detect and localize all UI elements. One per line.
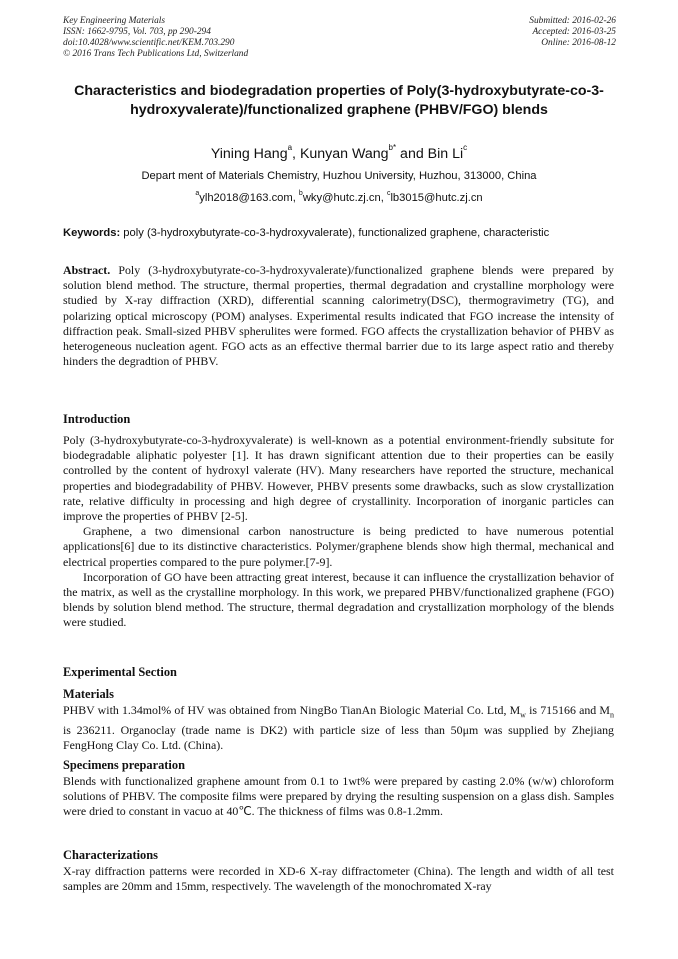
intro-paragraph: Incorporation of GO have been attracting great interest, because it can influence the crystallization behavior of the matrix, as well as the crystalline morphology. In this work, we prepared PHBV/functionalized graphene (FGO) blends by solution blend method. The structure, thermal degradation and crystallization morphology of the blends were studied. [63, 569, 614, 630]
intro-paragraph: Graphene, a two dimensional carbon nanostructure is being predicted to have numerous potential applications[6] due to its distinctive characteristics. Polymer/graphene blends show high thermal, mechanical and electrical properties compared to the pure polymer.[7-9]. [63, 524, 614, 569]
mn-subscript: n [610, 710, 614, 720]
materials-text: is 715166 and M [525, 703, 610, 717]
paper-title: Characteristics and biodegradation properties of Poly(3-hydroxybutyrate-co-3-hydroxyvalerate)/functionalized graphene (PHBV/FGO) blends [74, 83, 604, 118]
materials-heading: Materials [63, 687, 114, 701]
online-date: Online: 2016-08-12 [541, 38, 616, 48]
keywords-label: Keywords: [63, 227, 121, 239]
author-sup: b* [388, 143, 397, 152]
introduction-body [63, 433, 614, 631]
characterizations-body: X-ray diffraction patterns were recorded in XD-6 X-ray diffractometer (China). The length and width of all test samples are 20mm and 15mm, respectively. The wavelength of the monochromated X-ray [63, 864, 614, 894]
journal-name: Key Engineering Materials [63, 16, 166, 26]
abstract-label: Abstract. [63, 263, 111, 277]
email-sup: b [298, 190, 303, 197]
author-name: Kunyan Wang [299, 146, 389, 162]
email-sup: a [195, 190, 200, 197]
materials-text: PHBV with 1.34mol% of HV was obtained from NingBo TianAn Biologic Material Co. Ltd, M [63, 703, 521, 717]
author-sep: and [396, 146, 428, 162]
email-list [40, 191, 638, 206]
materials-paragraph [63, 703, 614, 753]
intro-paragraph: Poly (3-hydroxybutyrate-co-3-hydroxyvalerate) is well-known as a potential environment-friendly subsitute for biodegradable aliphatic polyester [1]. It has drawn significant attention due to their properties can be easily controlled by the content of hydroxyl valerate (HV). Many researchers have reported the structure, mechanical properties and biodegradability of PHBV. However, PHBV presents some drawbacks, such as slow crystallization rate, relative difficulty in processing and high degree of crystallinity. Incorporation of inorganic particles can improve the properties of PHBV [2-5]. [63, 433, 614, 524]
author-sup: c [463, 143, 468, 152]
author-list [40, 144, 638, 164]
experimental-heading: Experimental Section [63, 665, 177, 679]
specimens-heading: Specimens preparation [63, 758, 185, 772]
characterizations-heading: Characterizations [63, 848, 158, 862]
introduction-heading: Introduction [63, 412, 131, 426]
journal-info [63, 16, 248, 60]
abstract [63, 263, 614, 369]
journal-issn: ISSN: 1662-9795, Vol. 703, pp 290-294 [63, 27, 211, 37]
specimens-body: Blends with functionalized graphene amount from 0.1 to 1wt% were prepared by casting 2.0% (w/w) chloroform solutions of PHBV. The composite films were prepared by drying the resulting suspension on a glass dish. Samples were dried to constant in vacuo at 40℃. The thickness of films was 0.8-1.2mm. [63, 774, 614, 819]
accepted-date: Accepted: 2016-03-25 [532, 27, 616, 37]
submission-dates [529, 16, 616, 49]
affiliation: Depart ment of Materials Chemistry, Huzhou University, Huzhou, 313000, China [141, 170, 537, 182]
email-link[interactable]: lb3015@hutc.zj.cn [390, 192, 483, 204]
keywords [63, 226, 623, 241]
journal-copyright: © 2016 Trans Tech Publications Ltd, Switzerland [63, 49, 249, 59]
author-name: Bin Li [427, 146, 464, 162]
email-sup: c [386, 190, 391, 197]
journal-doi: doi:10.4028/www.scientific.net/KEM.703.290 [63, 38, 235, 48]
author-sup: a [287, 143, 293, 152]
materials-body [63, 703, 614, 753]
author-name: Yining Hang [210, 146, 288, 162]
abstract-text: Poly (3-hydroxybutyrate-co-3-hydroxyvalerate)/functionalized graphene blends were prepared by solution blend method. The structure, thermal properties, thermal degradation and crystalline morphology were studied by X-ray diffraction (XRD), differential scanning calorimetry(DSC), thermogravimetry (TG), and polarizing optical microscopy (POM) analyses. Experimental results indicated that FGO increase the intensity of diffraction peak. Small-sized PHBV spherulites were formed. FGO affects the crystallization behavior of PHBV as heterogeneous nucleation agent. FGO acts as an effective thermal barrier due to its large aspect ratio and thereby hinders the degradtion of PHBV. [63, 263, 614, 369]
email-link[interactable]: wky@hutc.zj.cn, [302, 192, 387, 204]
submitted-date: Submitted: 2016-02-26 [529, 16, 616, 26]
materials-text: is 236211. Organoclay (trade name is DK2) with particle size of less than 50μm was supplied by Zhejiang FengHong Clay Co. Ltd. (China). [63, 722, 614, 752]
keywords-text: poly (3-hydroxybutyrate-co-3-hydroxyvalerate), functionalized graphene, characteristic [120, 227, 550, 239]
email-link[interactable]: ylh2018@163.com, [199, 192, 299, 204]
mw-subscript: w [520, 710, 526, 720]
author-sep: , [292, 146, 300, 162]
